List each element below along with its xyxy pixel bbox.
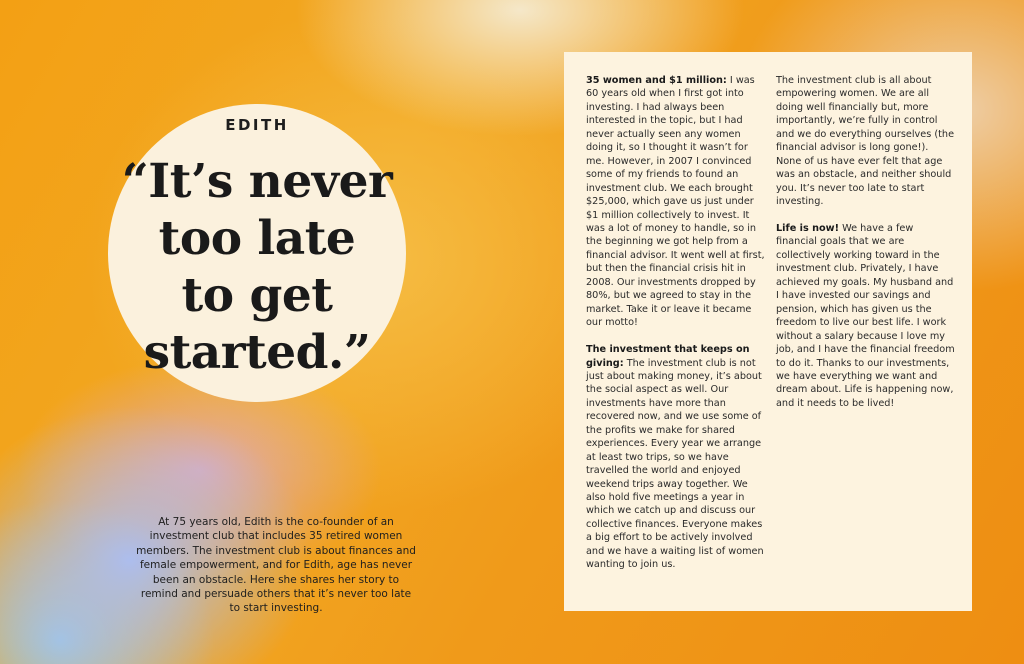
intro-paragraph: At 75 years old, Edith is the co-founder of an investment club that includes 35 retired women members. The investment club is about finances and female empowerment, and for Edith, age has never been an obstacle. Here she shares her story to remind and persuade others that it’s never too late to start investing. xyxy=(136,516,416,615)
quote-line: “It’s never xyxy=(121,154,393,209)
section-body: The investment club is all about empowering women. We are all doing well financially but, more importantly, we’re fully in control and we do everything ourselves (the financial advisor is long gone!). None of us have ever felt that age was an obstacle, and neither should you. It’s never too late to start investing. xyxy=(776,75,955,208)
section-body: We have a few financial goals that we are collectively working toward in the investment club. Privately, I have achieved my goals. My husband and I have invested our savings and pension, which has given us the freedom to live our best life. I work without a salary because I love my job, and I have the financial freedom to do it. Thanks to our investments, we have everything we want and dream about. Life is happening now, and it needs to be lived! xyxy=(776,222,955,409)
article-section xyxy=(586,343,768,572)
quote-line: too late xyxy=(158,211,356,266)
article-section xyxy=(776,222,956,410)
section-body: I was 60 years old when I first got into investing. I had always been interested in the topic, but I had never actually seen any women doing it, so I thought it wasn’t for me. However, in 2007 I convinced some of my friends to found an investment club. We each brought $25,000, which gave us just under $1 million collectively to invest. It was a lot of money to handle, so in the beginning we got help from a financial advisor. It went well at first, but then the financial crisis hit in 2008. Our investments dropped by 80%, but we agreed to stay in the market. Take it or leave it became our motto! xyxy=(586,75,765,329)
section-body: The investment club is not just about making money, it’s about the social aspect as well. Our investments have more than recovered now, and we use some of the profits we make for shared experiences. Every year we arrange at least two trips, so we have travelled the world and enjoyed weekend trips away together. We also hold five meetings a year in which we catch up and discuss our collective finances. Everyone makes a big effort to be actively involved and we have a waiting list of women wanting to join us. xyxy=(586,357,764,571)
article-section xyxy=(776,74,956,209)
quote-line: to get xyxy=(181,268,333,323)
pull-quote xyxy=(96,153,418,381)
section-heading: The investment that keeps on giving: xyxy=(586,344,750,369)
section-heading: Life is now! xyxy=(776,222,840,234)
article-panel xyxy=(564,52,972,611)
article-section xyxy=(586,74,768,330)
article-column-left xyxy=(586,74,768,585)
quote-line: started.” xyxy=(143,325,371,380)
section-heading: 35 women and $1 million: xyxy=(586,75,727,86)
article-column-right xyxy=(776,74,956,424)
profile-name: EDITH xyxy=(225,116,289,134)
